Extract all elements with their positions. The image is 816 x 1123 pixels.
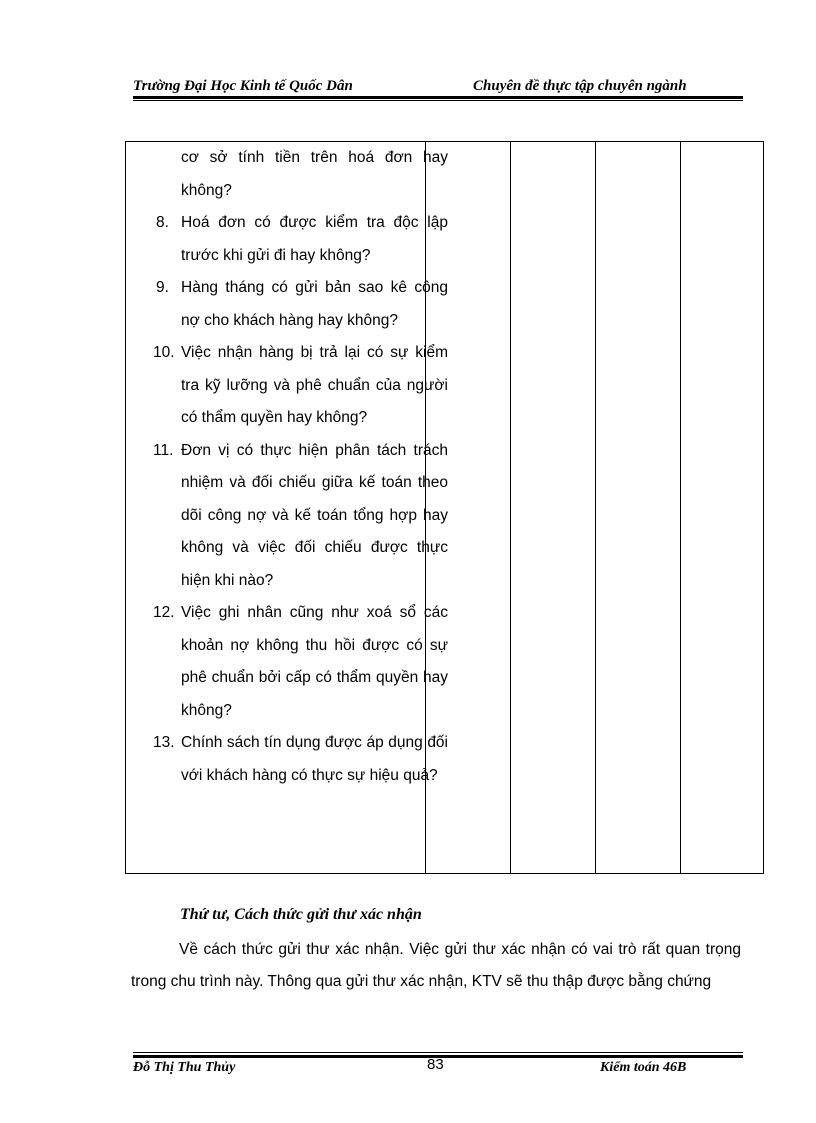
column-divider: [510, 142, 511, 873]
question-item: [153, 337, 448, 435]
question-text: Việc ghi nhân cũng như xoá sổ các khoản nợ không thu hồi được có sự phê chuẩn bởi cấp có thẩm quyền hay không?: [181, 604, 448, 719]
question-item: [153, 727, 448, 792]
question-column: [153, 142, 448, 792]
question-text: Hoá đơn có được kiểm tra độc lập trước khi gửi đi hay không?: [181, 214, 448, 264]
section-paragraph: Về cách thức gửi thư xác nhận. Việc gửi thư xác nhận có vai trò rất quan trọng trong chu trình này. Thông qua gửi thư xác nhận, KTV sẽ thu thập được bằng chứng: [131, 941, 741, 990]
question-text: Chính sách tín dụng được áp dụng đối với khách hàng có thực sự hiệu quả?: [181, 734, 448, 784]
page-header: [133, 78, 743, 96]
column-divider: [680, 142, 681, 873]
header-rule-thin: [133, 100, 743, 101]
question-number: 12.: [153, 604, 175, 621]
question-continuation: [156, 142, 448, 207]
footer-class: Kiểm toán 46B: [600, 1060, 687, 1075]
question-text: Hàng tháng có gửi bản sao kê công nợ cho khách hàng hay không?: [181, 279, 448, 329]
question-number: 9.: [156, 279, 169, 296]
question-number: 13.: [153, 734, 175, 751]
header-rule-thick: [133, 96, 743, 99]
header-report-title: Chuyên đề thực tập chuyên ngành: [473, 78, 687, 94]
question-continuation-text: cơ sở tính tiền trên hoá đơn hay không?: [181, 149, 448, 199]
page-number: 83: [427, 1056, 444, 1073]
question-item: [156, 272, 448, 337]
question-item: [153, 435, 448, 598]
questionnaire-table: [125, 141, 764, 874]
column-divider: [595, 142, 596, 873]
header-university: Trường Đại Học Kinh tế Quốc Dân: [133, 78, 353, 94]
question-number: 8.: [156, 214, 169, 231]
question-item: [156, 207, 448, 272]
question-number: 11.: [153, 441, 174, 459]
footer-author: Đỗ Thị Thu Thủy: [133, 1060, 236, 1075]
question-text: Đơn vị có thực hiện phân tách trách nhiệm và đối chiếu giữa kế toán theo dõi công nợ và kế toán tổng hợp hay không và việc đối chiếu được thực hiện khi nào?: [181, 441, 448, 589]
section-heading: Thứ tư, Cách thức gửi thư xác nhận: [180, 906, 422, 923]
question-text: Việc nhận hàng bị trả lại có sự kiểm tra kỹ lưỡng và phê chuẩn của người có thẩm quyền hay không?: [181, 344, 448, 426]
question-item: [153, 597, 448, 727]
footer-rule-thin: [133, 1052, 743, 1053]
question-number: 10.: [153, 344, 175, 361]
